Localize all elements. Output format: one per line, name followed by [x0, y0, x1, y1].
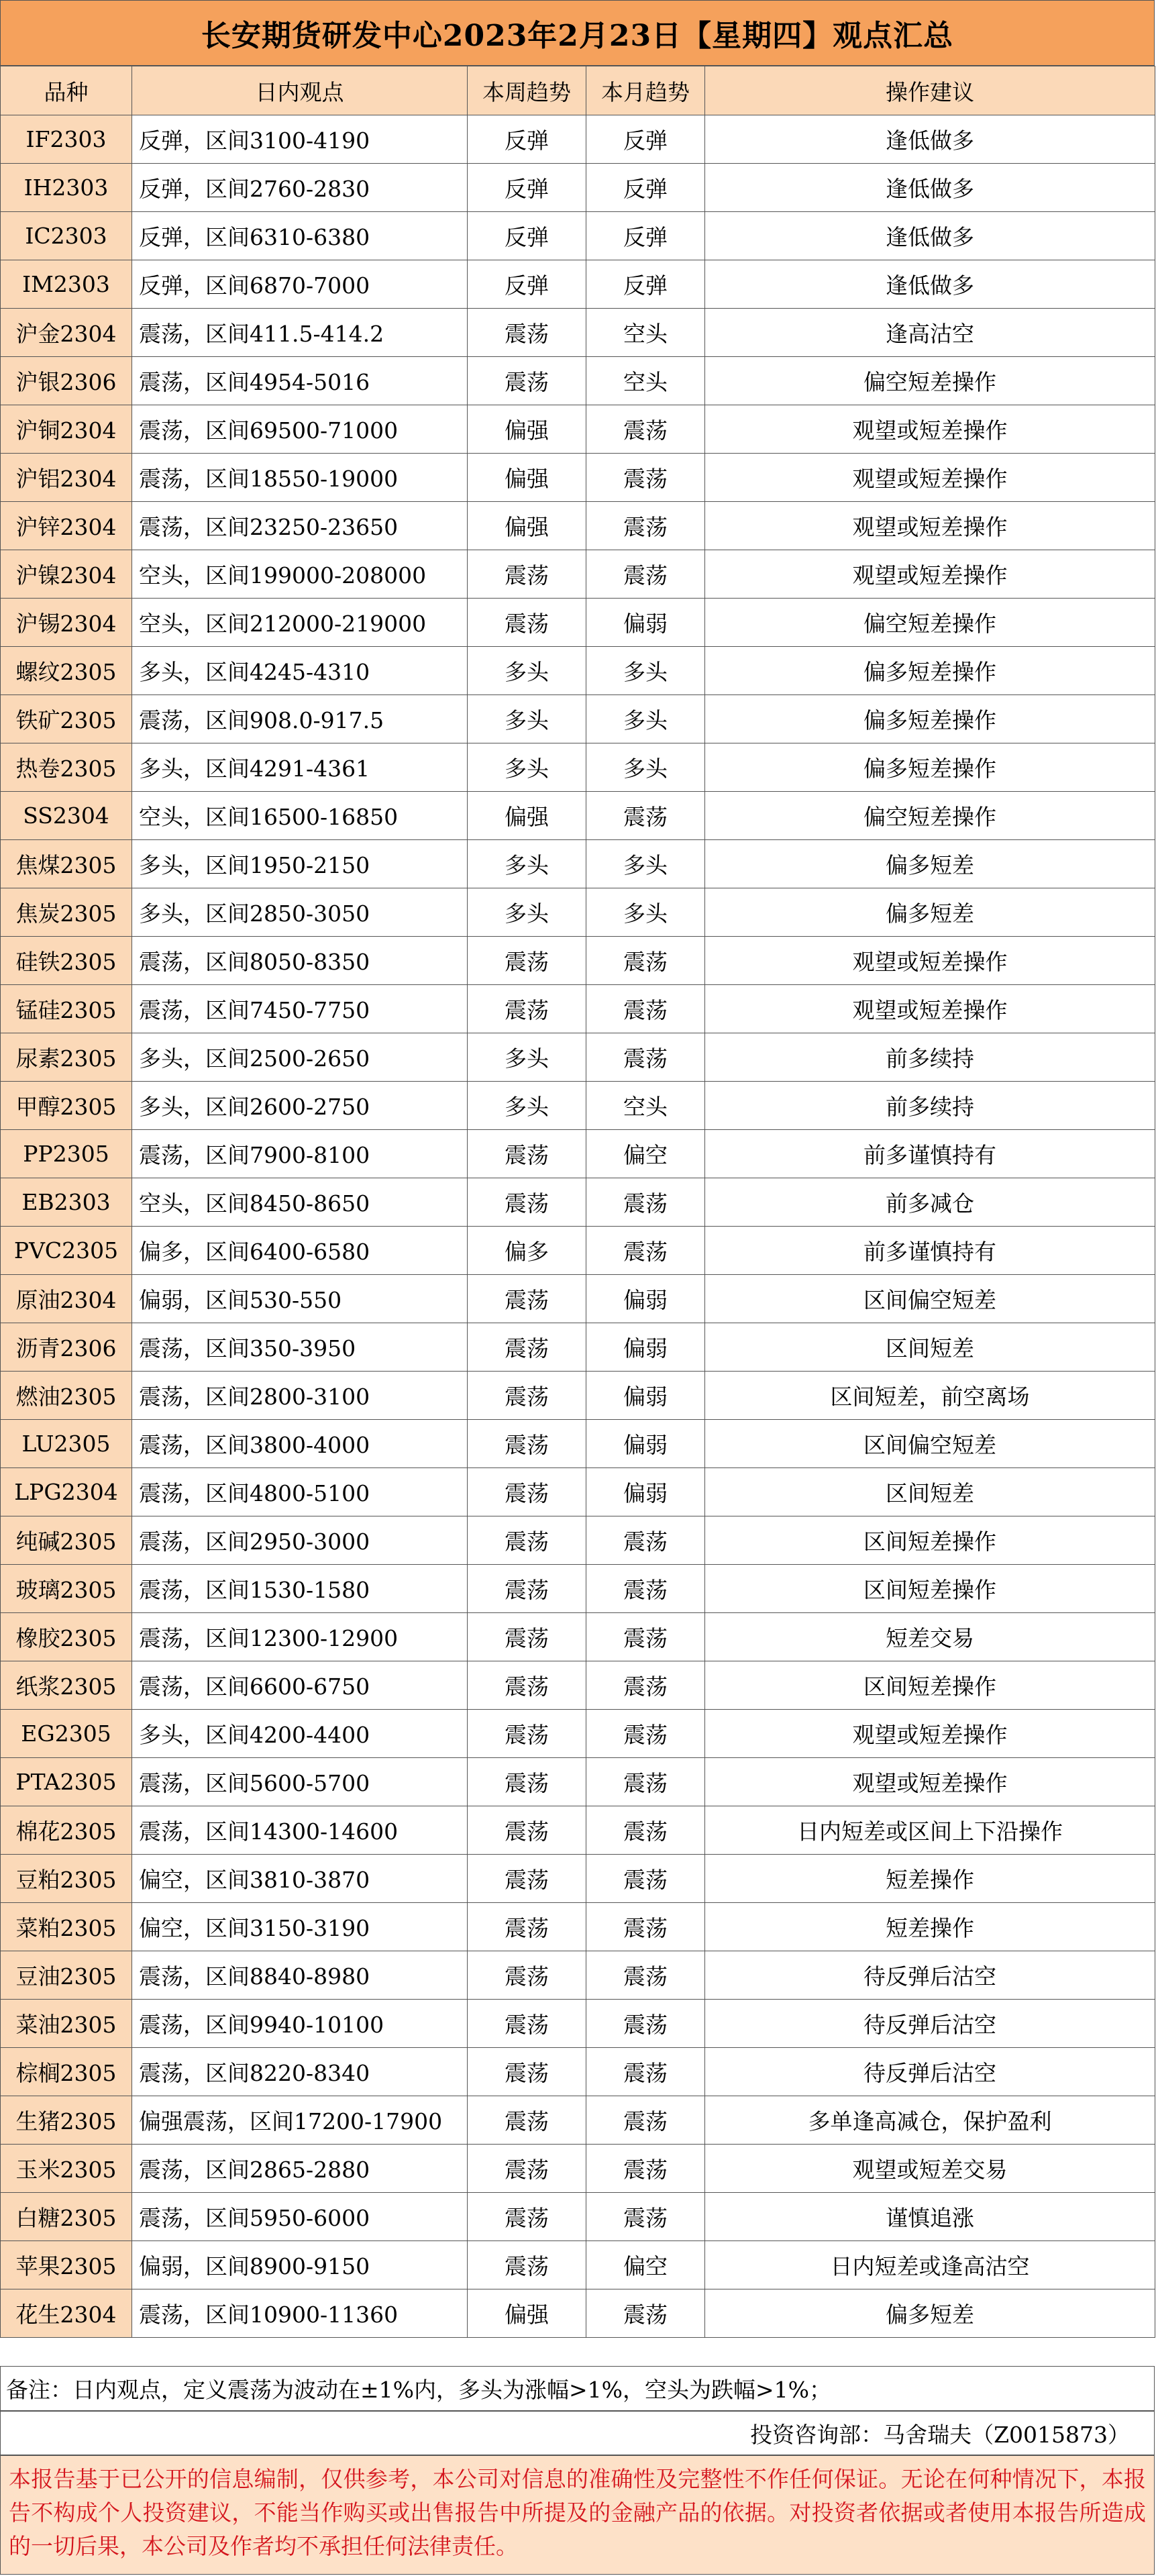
cell-week-trend: 震荡	[468, 357, 586, 405]
cell-advice: 前多减仓	[705, 1178, 1155, 1227]
cell-symbol: 橡胶2305	[1, 1613, 132, 1661]
cell-week-trend: 多头	[468, 743, 586, 792]
cell-week-trend: 偏多	[468, 1227, 586, 1275]
table-row	[1, 1372, 1155, 1420]
cell-week-trend: 反弹	[468, 115, 586, 164]
cell-advice: 区间短差，前空离场	[705, 1372, 1155, 1420]
cell-intraday-view: 空头，区间199000-208000	[132, 550, 468, 599]
table-row	[1, 1710, 1155, 1758]
cell-advice: 观望或短差操作	[705, 1710, 1155, 1758]
table-row	[1, 1275, 1155, 1323]
cell-month-trend: 震荡	[586, 1806, 705, 1855]
cell-week-trend: 震荡	[468, 1178, 586, 1227]
cell-symbol: 菜粕2305	[1, 1903, 132, 1951]
cell-intraday-view: 震荡，区间6600-6750	[132, 1661, 468, 1710]
cell-week-trend: 震荡	[468, 1613, 586, 1661]
cell-week-trend: 震荡	[468, 2048, 586, 2096]
cell-intraday-view: 多头，区间2500-2650	[132, 1033, 468, 1082]
cell-symbol: EB2303	[1, 1178, 132, 1227]
cell-month-trend: 多头	[586, 647, 705, 695]
cell-month-trend: 震荡	[586, 1613, 705, 1661]
cell-month-trend: 空头	[586, 309, 705, 357]
cell-advice: 逢低做多	[705, 260, 1155, 309]
cell-intraday-view: 反弹，区间3100-4190	[132, 115, 468, 164]
table-header-row	[1, 66, 1155, 115]
cell-month-trend: 偏弱	[586, 1372, 705, 1420]
table-row	[1, 2000, 1155, 2048]
cell-month-trend: 震荡	[586, 1178, 705, 1227]
cell-symbol: 沥青2306	[1, 1323, 132, 1372]
cell-symbol: 纯碱2305	[1, 1516, 132, 1565]
cell-intraday-view: 偏空，区间3150-3190	[132, 1903, 468, 1951]
cell-symbol: 棕榈2305	[1, 2048, 132, 2096]
cell-week-trend: 反弹	[468, 212, 586, 260]
cell-symbol: LPG2304	[1, 1468, 132, 1516]
table-row	[1, 2193, 1155, 2241]
cell-week-trend: 多头	[468, 695, 586, 743]
cell-week-trend: 震荡	[468, 1951, 586, 2000]
cell-symbol: 尿素2305	[1, 1033, 132, 1082]
cell-month-trend: 多头	[586, 888, 705, 937]
cell-week-trend: 震荡	[468, 1903, 586, 1951]
cell-intraday-view: 震荡，区间4954-5016	[132, 357, 468, 405]
cell-advice: 逢低做多	[705, 115, 1155, 164]
cell-intraday-view: 偏强震荡，区间17200-17900	[132, 2096, 468, 2145]
cell-advice: 短差操作	[705, 1903, 1155, 1951]
cell-symbol: IH2303	[1, 164, 132, 212]
cell-symbol: 沪铜2304	[1, 405, 132, 454]
cell-advice: 多单逢高减仓，保护盈利	[705, 2096, 1155, 2145]
cell-week-trend: 震荡	[468, 1661, 586, 1710]
cell-intraday-view: 震荡，区间10900-11360	[132, 2289, 468, 2338]
table-row	[1, 502, 1155, 550]
cell-advice: 前多谨慎持有	[705, 1227, 1155, 1275]
cell-advice: 观望或短差交易	[705, 2145, 1155, 2193]
cell-symbol: IF2303	[1, 115, 132, 164]
cell-intraday-view: 多头，区间1950-2150	[132, 840, 468, 888]
table-row	[1, 2289, 1155, 2338]
table-row	[1, 357, 1155, 405]
cell-symbol: 菜油2305	[1, 2000, 132, 2048]
header-week-trend: 本周趋势	[468, 66, 586, 115]
cell-month-trend: 震荡	[586, 985, 705, 1033]
table-row	[1, 115, 1155, 164]
footnote: 备注：日内观点，定义震荡为波动在±1%内，多头为涨幅>1%，空头为跌幅>1%；	[0, 2366, 1155, 2411]
cell-symbol: PVC2305	[1, 1227, 132, 1275]
cell-intraday-view: 震荡，区间12300-12900	[132, 1613, 468, 1661]
report-title: 长安期货研发中心2023年2月23日【星期四】观点汇总	[0, 0, 1155, 66]
table-row	[1, 1903, 1155, 1951]
cell-intraday-view: 偏弱，区间8900-9150	[132, 2241, 468, 2289]
cell-intraday-view: 震荡，区间411.5-414.2	[132, 309, 468, 357]
cell-advice: 观望或短差操作	[705, 454, 1155, 502]
table-row	[1, 1082, 1155, 1130]
cell-week-trend: 震荡	[468, 1710, 586, 1758]
cell-week-trend: 震荡	[468, 1323, 586, 1372]
table-row	[1, 647, 1155, 695]
cell-advice: 待反弹后沽空	[705, 2048, 1155, 2096]
header-symbol: 品种	[1, 66, 132, 115]
cell-month-trend: 偏空	[586, 2241, 705, 2289]
cell-week-trend: 震荡	[468, 1372, 586, 1420]
cell-advice: 逢高沽空	[705, 309, 1155, 357]
cell-advice: 偏空短差操作	[705, 599, 1155, 647]
cell-intraday-view: 多头，区间4200-4400	[132, 1710, 468, 1758]
cell-month-trend: 震荡	[586, 2096, 705, 2145]
cell-intraday-view: 偏空，区间3810-3870	[132, 1855, 468, 1903]
cell-month-trend: 震荡	[586, 2289, 705, 2338]
cell-symbol: 沪锡2304	[1, 599, 132, 647]
cell-intraday-view: 震荡，区间1530-1580	[132, 1565, 468, 1613]
cell-month-trend: 震荡	[586, 1903, 705, 1951]
cell-month-trend: 偏弱	[586, 1420, 705, 1468]
disclaimer: 本报告基于已公开的信息编制，仅供参考，本公司对信息的准确性及完整性不作任何保证。无论在何种情况下，本报告不构成个人投资建议，不能当作购买或出售报告中所提及的金融产品的依据。对投资者依据或者使用本报告所造成的一切后果，本公司及作者均不承担任何法律责任。	[0, 2455, 1155, 2575]
cell-week-trend: 震荡	[468, 1855, 586, 1903]
cell-symbol: 生猪2305	[1, 2096, 132, 2145]
cell-week-trend: 震荡	[468, 2000, 586, 2048]
cell-month-trend: 震荡	[586, 1227, 705, 1275]
cell-week-trend: 多头	[468, 647, 586, 695]
table-row	[1, 164, 1155, 212]
table-row	[1, 1565, 1155, 1613]
cell-month-trend: 震荡	[586, 2193, 705, 2241]
cell-intraday-view: 震荡，区间7900-8100	[132, 1130, 468, 1178]
cell-advice: 区间偏空短差	[705, 1275, 1155, 1323]
table-row	[1, 695, 1155, 743]
cell-symbol: 焦煤2305	[1, 840, 132, 888]
cell-advice: 观望或短差操作	[705, 937, 1155, 985]
cell-advice: 待反弹后沽空	[705, 1951, 1155, 2000]
cell-month-trend: 震荡	[586, 502, 705, 550]
cell-month-trend: 空头	[586, 1082, 705, 1130]
cell-intraday-view: 震荡，区间908.0-917.5	[132, 695, 468, 743]
table-row	[1, 1758, 1155, 1806]
cell-symbol: SS2304	[1, 792, 132, 840]
table-row	[1, 2145, 1155, 2193]
cell-symbol: 沪铝2304	[1, 454, 132, 502]
cell-symbol: 热卷2305	[1, 743, 132, 792]
cell-month-trend: 反弹	[586, 260, 705, 309]
cell-month-trend: 震荡	[586, 1951, 705, 2000]
cell-intraday-view: 震荡，区间18550-19000	[132, 454, 468, 502]
cell-advice: 偏空短差操作	[705, 357, 1155, 405]
cell-month-trend: 多头	[586, 743, 705, 792]
cell-intraday-view: 震荡，区间350-3950	[132, 1323, 468, 1372]
cell-symbol: 豆油2305	[1, 1951, 132, 2000]
cell-week-trend: 多头	[468, 1033, 586, 1082]
cell-week-trend: 多头	[468, 1082, 586, 1130]
cell-month-trend: 偏弱	[586, 1323, 705, 1372]
cell-intraday-view: 震荡，区间8050-8350	[132, 937, 468, 985]
table-row	[1, 1951, 1155, 2000]
table-row	[1, 985, 1155, 1033]
cell-symbol: 沪锌2304	[1, 502, 132, 550]
cell-week-trend: 震荡	[468, 309, 586, 357]
cell-symbol: 铁矿2305	[1, 695, 132, 743]
cell-week-trend: 偏强	[468, 502, 586, 550]
cell-symbol: 硅铁2305	[1, 937, 132, 985]
header-month-trend: 本月趋势	[586, 66, 705, 115]
table-row	[1, 2096, 1155, 2145]
cell-week-trend: 震荡	[468, 2241, 586, 2289]
table-row	[1, 1806, 1155, 1855]
cell-advice: 观望或短差操作	[705, 502, 1155, 550]
cell-intraday-view: 震荡，区间14300-14600	[132, 1806, 468, 1855]
table-row	[1, 454, 1155, 502]
cell-week-trend: 震荡	[468, 1275, 586, 1323]
cell-advice: 日内短差或逢高沽空	[705, 2241, 1155, 2289]
table-row	[1, 1613, 1155, 1661]
contact-line: 投资咨询部：马舍瑞夫（Z0015873）	[0, 2411, 1155, 2455]
cell-month-trend: 震荡	[586, 454, 705, 502]
cell-week-trend: 震荡	[468, 1516, 586, 1565]
cell-advice: 前多续持	[705, 1082, 1155, 1130]
table-row	[1, 1227, 1155, 1275]
cell-advice: 短差交易	[705, 1613, 1155, 1661]
cell-week-trend: 震荡	[468, 1130, 586, 1178]
cell-symbol: 燃油2305	[1, 1372, 132, 1420]
cell-week-trend: 震荡	[468, 1468, 586, 1516]
cell-month-trend: 震荡	[586, 1661, 705, 1710]
cell-month-trend: 偏空	[586, 1130, 705, 1178]
cell-intraday-view: 震荡，区间9940-10100	[132, 2000, 468, 2048]
cell-advice: 逢低做多	[705, 212, 1155, 260]
table-row	[1, 1468, 1155, 1516]
table-row	[1, 1516, 1155, 1565]
cell-symbol: 白糖2305	[1, 2193, 132, 2241]
cell-advice: 观望或短差操作	[705, 985, 1155, 1033]
cell-month-trend: 震荡	[586, 405, 705, 454]
cell-intraday-view: 偏弱，区间530-550	[132, 1275, 468, 1323]
table-row	[1, 260, 1155, 309]
cell-symbol: 螺纹2305	[1, 647, 132, 695]
cell-intraday-view: 震荡，区间69500-71000	[132, 405, 468, 454]
cell-symbol: 沪镍2304	[1, 550, 132, 599]
cell-advice: 观望或短差操作	[705, 1758, 1155, 1806]
cell-advice: 谨慎追涨	[705, 2193, 1155, 2241]
cell-symbol: 棉花2305	[1, 1806, 132, 1855]
cell-intraday-view: 震荡，区间4800-5100	[132, 1468, 468, 1516]
table-row	[1, 1661, 1155, 1710]
cell-month-trend: 震荡	[586, 1855, 705, 1903]
cell-week-trend: 震荡	[468, 1806, 586, 1855]
table-row	[1, 1323, 1155, 1372]
cell-month-trend: 震荡	[586, 792, 705, 840]
cell-advice: 偏多短差	[705, 2289, 1155, 2338]
cell-week-trend: 反弹	[468, 260, 586, 309]
cell-week-trend: 多头	[468, 840, 586, 888]
cell-month-trend: 多头	[586, 695, 705, 743]
cell-symbol: 苹果2305	[1, 2241, 132, 2289]
cell-symbol: 纸浆2305	[1, 1661, 132, 1710]
table-row	[1, 792, 1155, 840]
cell-symbol: IM2303	[1, 260, 132, 309]
cell-advice: 区间短差	[705, 1323, 1155, 1372]
cell-week-trend: 偏强	[468, 405, 586, 454]
cell-week-trend: 反弹	[468, 164, 586, 212]
table-body	[1, 115, 1155, 2338]
cell-advice: 区间偏空短差	[705, 1420, 1155, 1468]
cell-symbol: 沪银2306	[1, 357, 132, 405]
cell-week-trend: 偏强	[468, 2289, 586, 2338]
cell-week-trend: 震荡	[468, 1565, 586, 1613]
cell-symbol: 豆粕2305	[1, 1855, 132, 1903]
cell-week-trend: 震荡	[468, 1420, 586, 1468]
cell-week-trend: 震荡	[468, 599, 586, 647]
cell-intraday-view: 空头，区间8450-8650	[132, 1178, 468, 1227]
cell-intraday-view: 多头，区间4291-4361	[132, 743, 468, 792]
table-row	[1, 1178, 1155, 1227]
cell-advice: 偏多短差	[705, 840, 1155, 888]
cell-month-trend: 震荡	[586, 2145, 705, 2193]
cell-month-trend: 震荡	[586, 937, 705, 985]
cell-advice: 偏空短差操作	[705, 792, 1155, 840]
cell-advice: 区间短差操作	[705, 1565, 1155, 1613]
table-row	[1, 1033, 1155, 1082]
cell-advice: 偏多短差操作	[705, 695, 1155, 743]
table-row	[1, 212, 1155, 260]
cell-advice: 区间短差操作	[705, 1661, 1155, 1710]
cell-intraday-view: 震荡，区间23250-23650	[132, 502, 468, 550]
cell-intraday-view: 震荡，区间8840-8980	[132, 1951, 468, 2000]
cell-intraday-view: 偏多，区间6400-6580	[132, 1227, 468, 1275]
cell-advice: 前多续持	[705, 1033, 1155, 1082]
table-row	[1, 743, 1155, 792]
cell-month-trend: 空头	[586, 357, 705, 405]
cell-month-trend: 反弹	[586, 115, 705, 164]
header-intraday-view: 日内观点	[132, 66, 468, 115]
table-row	[1, 1130, 1155, 1178]
views-table	[0, 66, 1155, 2338]
cell-symbol: 沪金2304	[1, 309, 132, 357]
cell-intraday-view: 震荡，区间2800-3100	[132, 1372, 468, 1420]
cell-intraday-view: 震荡，区间5950-6000	[132, 2193, 468, 2241]
cell-advice: 观望或短差操作	[705, 550, 1155, 599]
cell-intraday-view: 多头，区间2600-2750	[132, 1082, 468, 1130]
cell-month-trend: 震荡	[586, 2048, 705, 2096]
cell-month-trend: 震荡	[586, 1565, 705, 1613]
cell-symbol: 原油2304	[1, 1275, 132, 1323]
cell-month-trend: 震荡	[586, 1710, 705, 1758]
cell-intraday-view: 空头，区间212000-219000	[132, 599, 468, 647]
cell-advice: 区间短差操作	[705, 1516, 1155, 1565]
cell-intraday-view: 反弹，区间6870-7000	[132, 260, 468, 309]
table-row	[1, 1855, 1155, 1903]
cell-symbol: 花生2304	[1, 2289, 132, 2338]
cell-month-trend: 偏弱	[586, 1275, 705, 1323]
cell-month-trend: 多头	[586, 840, 705, 888]
cell-week-trend: 偏强	[468, 454, 586, 502]
cell-week-trend: 多头	[468, 888, 586, 937]
cell-intraday-view: 震荡，区间2950-3000	[132, 1516, 468, 1565]
cell-symbol: PTA2305	[1, 1758, 132, 1806]
cell-intraday-view: 震荡，区间2865-2880	[132, 2145, 468, 2193]
cell-week-trend: 偏强	[468, 792, 586, 840]
cell-advice: 短差操作	[705, 1855, 1155, 1903]
cell-month-trend: 震荡	[586, 2000, 705, 2048]
cell-advice: 待反弹后沽空	[705, 2000, 1155, 2048]
table-row	[1, 2048, 1155, 2096]
cell-advice: 偏多短差	[705, 888, 1155, 937]
cell-month-trend: 震荡	[586, 1033, 705, 1082]
cell-month-trend: 震荡	[586, 1516, 705, 1565]
cell-month-trend: 反弹	[586, 164, 705, 212]
cell-advice: 观望或短差操作	[705, 405, 1155, 454]
header-advice: 操作建议	[705, 66, 1155, 115]
table-row	[1, 840, 1155, 888]
cell-symbol: PP2305	[1, 1130, 132, 1178]
cell-advice: 日内短差或区间上下沿操作	[705, 1806, 1155, 1855]
cell-advice: 逢低做多	[705, 164, 1155, 212]
cell-symbol: 甲醇2305	[1, 1082, 132, 1130]
table-row	[1, 309, 1155, 357]
cell-intraday-view: 多头，区间4245-4310	[132, 647, 468, 695]
cell-week-trend: 震荡	[468, 2096, 586, 2145]
table-row	[1, 888, 1155, 937]
cell-symbol: IC2303	[1, 212, 132, 260]
table-row	[1, 937, 1155, 985]
cell-week-trend: 震荡	[468, 937, 586, 985]
cell-intraday-view: 反弹，区间6310-6380	[132, 212, 468, 260]
cell-symbol: 锰硅2305	[1, 985, 132, 1033]
cell-month-trend: 震荡	[586, 550, 705, 599]
cell-symbol: LU2305	[1, 1420, 132, 1468]
cell-advice: 偏多短差操作	[705, 743, 1155, 792]
table-row	[1, 405, 1155, 454]
table-row	[1, 1420, 1155, 1468]
table-row	[1, 550, 1155, 599]
cell-symbol: 玻璃2305	[1, 1565, 132, 1613]
cell-week-trend: 震荡	[468, 550, 586, 599]
cell-month-trend: 反弹	[586, 212, 705, 260]
cell-advice: 偏多短差操作	[705, 647, 1155, 695]
cell-intraday-view: 震荡，区间7450-7750	[132, 985, 468, 1033]
cell-week-trend: 震荡	[468, 2145, 586, 2193]
table-row	[1, 599, 1155, 647]
cell-advice: 区间短差	[705, 1468, 1155, 1516]
cell-month-trend: 震荡	[586, 1758, 705, 1806]
cell-intraday-view: 空头，区间16500-16850	[132, 792, 468, 840]
cell-symbol: EG2305	[1, 1710, 132, 1758]
cell-month-trend: 偏弱	[586, 599, 705, 647]
cell-week-trend: 震荡	[468, 1758, 586, 1806]
cell-intraday-view: 反弹，区间2760-2830	[132, 164, 468, 212]
cell-intraday-view: 震荡，区间3800-4000	[132, 1420, 468, 1468]
cell-week-trend: 震荡	[468, 2193, 586, 2241]
cell-intraday-view: 震荡，区间5600-5700	[132, 1758, 468, 1806]
cell-intraday-view: 多头，区间2850-3050	[132, 888, 468, 937]
cell-symbol: 玉米2305	[1, 2145, 132, 2193]
cell-intraday-view: 震荡，区间8220-8340	[132, 2048, 468, 2096]
cell-week-trend: 震荡	[468, 985, 586, 1033]
cell-symbol: 焦炭2305	[1, 888, 132, 937]
cell-advice: 前多谨慎持有	[705, 1130, 1155, 1178]
cell-month-trend: 偏弱	[586, 1468, 705, 1516]
table-row	[1, 2241, 1155, 2289]
